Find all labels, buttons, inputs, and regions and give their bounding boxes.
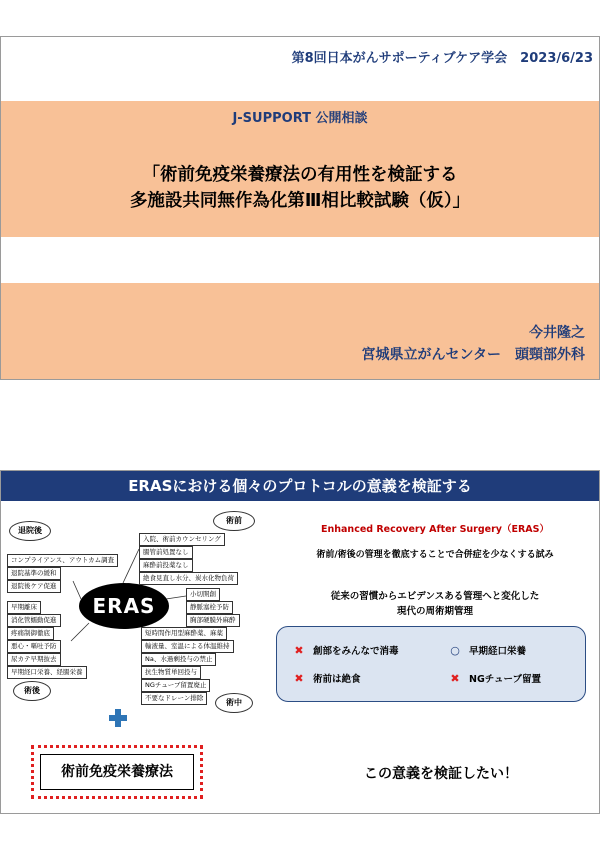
postop-item: 早期経口栄養、経腸栄養 bbox=[7, 666, 87, 679]
cross-icon: ✖ bbox=[294, 643, 304, 657]
circle-icon: ○ bbox=[450, 643, 460, 657]
eras-full-name: Enhanced Recovery After Surgery（ERAS） bbox=[321, 524, 549, 535]
presenter-band bbox=[1, 283, 599, 380]
comparison-box bbox=[276, 626, 586, 702]
presenter-name: 今井隆之 bbox=[529, 325, 585, 341]
cross-icon: ✖ bbox=[294, 671, 304, 685]
preop-immunonutrition-box bbox=[31, 745, 203, 799]
comparison-item bbox=[447, 671, 541, 685]
intraop-item: NGチューブ留置廃止 bbox=[141, 679, 210, 692]
eras-description: 術前/術後の管理を徹底することで合併症を少なくする試み bbox=[316, 550, 554, 560]
intraop-item: 不要なドレーン排除 bbox=[141, 692, 207, 705]
discharge-item: 退院後ケア促進 bbox=[7, 580, 61, 593]
conclusion-text: この意義を検証したい！ bbox=[364, 766, 518, 782]
eras-change-line-1: 従来の習慣からエビデンスある管理へと変化した bbox=[330, 591, 540, 602]
preop-immunonutrition-label: 術前免疫栄養療法 bbox=[40, 754, 194, 790]
comparison-item bbox=[447, 643, 526, 657]
intraop-item: 短時間作用型麻酔薬、麻薬 bbox=[141, 627, 227, 640]
intraop-item: 抗生物質単回投与 bbox=[141, 666, 201, 679]
comparison-label: NGチューブ留置 bbox=[469, 674, 541, 685]
slide-title bbox=[0, 36, 600, 380]
intraop-item: 小切開創 bbox=[186, 588, 220, 601]
intraop-item: 静脈塞栓予防 bbox=[186, 601, 233, 614]
postop-item: 悪心・嘔吐予防 bbox=[7, 640, 61, 653]
discharge-item: コンプライアンス、アウトカム調査 bbox=[7, 554, 118, 567]
phase-preop-label: 術前 bbox=[213, 511, 255, 531]
intraop-item: 輸液量、室温による体温維持 bbox=[141, 640, 234, 653]
discharge-item: 退院基準の緩和 bbox=[7, 567, 61, 580]
intraop-item: Na、水過剰投与の禁止 bbox=[141, 653, 216, 666]
eras-center: ERAS bbox=[79, 583, 169, 629]
title-line-2: 多施設共同無作為化第Ⅲ相比較試験（仮）」 bbox=[129, 191, 471, 211]
title-line-1: 「術前免疫栄養療法の有用性を検証する bbox=[142, 165, 458, 185]
postop-item: 尿カテ早期抜去 bbox=[7, 653, 61, 666]
plus-icon bbox=[109, 709, 127, 727]
cross-icon: ✖ bbox=[450, 671, 460, 685]
preop-item: 絶食見直し水分、炭水化物負荷 bbox=[139, 572, 238, 585]
phase-discharge-label: 退院後 bbox=[9, 521, 51, 541]
slide-header: ERASにおける個々のプロトコルの意義を検証する bbox=[1, 471, 599, 501]
preop-item: 入院、術前カウンセリング bbox=[139, 533, 225, 546]
eras-change-text bbox=[279, 589, 591, 619]
comparison-label: 術前は絶食 bbox=[313, 674, 361, 685]
postop-item: 消化管蠕動促進 bbox=[7, 614, 61, 627]
intraop-item: 胸部硬膜外麻酔 bbox=[186, 614, 240, 627]
postop-item: 早期離床 bbox=[7, 601, 41, 614]
postop-item: 疼痛制御徹底 bbox=[7, 627, 54, 640]
preop-item: 麻酔前投薬なし bbox=[139, 559, 193, 572]
conference-label: 第8回日本がんサポーティブケア学会 2023/6/23 bbox=[291, 51, 593, 66]
presenter-affiliation: 宮城県立がんセンター 頭頸部外科 bbox=[361, 347, 585, 363]
subtitle: J-SUPPORT 公開相談 bbox=[232, 111, 368, 126]
phase-intraop-label: 術中 bbox=[215, 693, 253, 713]
comparison-item bbox=[291, 643, 399, 657]
eras-change-line-2: 現代の周術期管理 bbox=[396, 606, 473, 617]
comparison-item bbox=[291, 671, 361, 685]
comparison-label: 創部をみんなで消毒 bbox=[313, 646, 399, 657]
comparison-label: 早期経口栄養 bbox=[469, 646, 527, 657]
slide-eras bbox=[0, 470, 600, 814]
preop-item: 腸管前処置なし bbox=[139, 546, 193, 559]
phase-postop-label: 術後 bbox=[13, 681, 51, 701]
